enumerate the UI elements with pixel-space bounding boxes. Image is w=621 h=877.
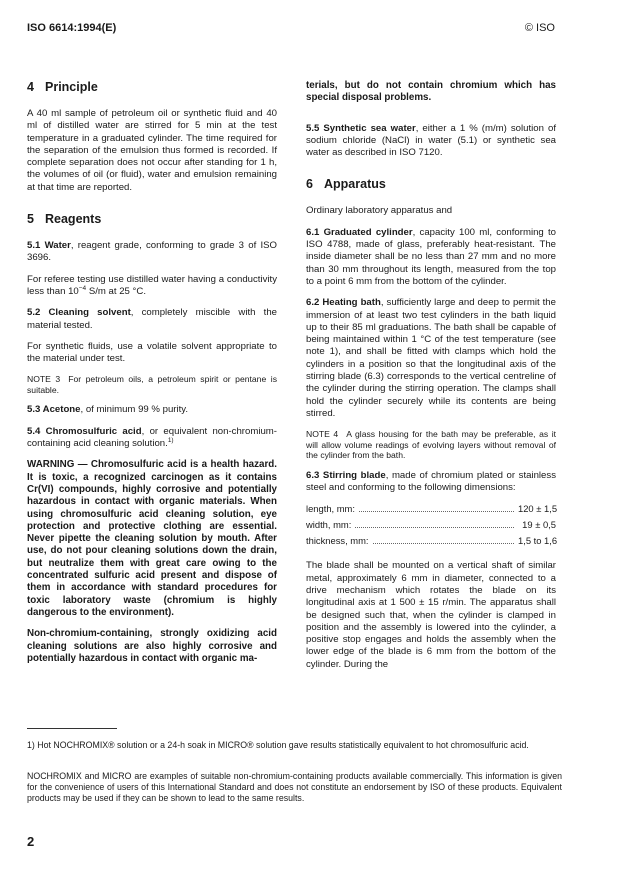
clause-6-1: 6.1 Graduated cylinder, capacity 100 ml, conforming to ISO 4788, made of glass, preferably heat-resistant. The inside diameter shall be no less than 27 mm and no more than 30 mm throughout its length, measured from the top to a point 6 mm from the bottom of the cylinder. — [306, 226, 557, 287]
clause-6-3: 6.3 Stirring blade, made of chromium plated or stainless steel and conforming to the following dimensions: — [306, 469, 556, 494]
copyright-mark: © ISO — [524, 22, 555, 34]
document-id: ISO 6614:1994(E) — [27, 22, 117, 34]
footnote-1: 1) Hot NOCHROMIX® solution or a 24-h soak in MICRO® solution gave results statistically equivalent to hot chromosulfuric acid. — [27, 740, 529, 750]
dimension-row: length, mm: 120 ± 1,5 — [306, 503, 558, 515]
clause-5-2-synthetic: For synthetic fluids, use a volatile solvent appropriate to the material under test. — [27, 340, 277, 365]
dimension-row: thickness, mm: 1,5 to 1,6 — [306, 535, 558, 547]
warning-chromosulfuric: WARNING — Chromosulfuric acid is a health hazard. It is toxic, a recognized carcinogen as it contains Cr(VI) compounds, highly corrosive and potentially hazardous in contact with organic materials. When using chromosulfuric acid cleaning solution, eye protection and protective clothing are essential. Never pipette the cleaning solution by mouth. After use, do not pour cleaning solutions down the drain, but neutralize them with great care owing to the concentrated sulfuric acid present and dispose of them in accordance with standard procedures for toxic laboratory waste (chromium is highly dangerous to the environment). — [27, 459, 277, 618]
section-4-heading: 4 Principle — [27, 80, 98, 94]
section-6-heading: 6 Apparatus — [306, 177, 386, 192]
clause-5-1: 5.1 Water, reagent grade, conforming to grade 3 of ISO 3696. — [27, 240, 277, 264]
clause-5-3: 5.3 Acetone, of minimum 99 % purity. — [27, 404, 189, 416]
note-3: NOTE 3 For petroleum oils, a petroleum spirit or pentane is suitable. — [27, 374, 277, 395]
page-number: 2 — [27, 834, 35, 849]
section-5-heading: 5 Reagents — [27, 212, 102, 227]
blade-dimensions — [306, 503, 556, 551]
section-4-text: A 40 ml sample of petroleum oil or synthetic fluid and 40 ml of distilled water are stirred for 5 min at the test temperature in a graduated cylinder. The time required for the separation of the emulsion thus formed is recorded. If complete separation does not occur after standing for 1 h, the volumes of oil (or fluid), water and emulsion remaining at that time are reported. — [27, 108, 277, 193]
section-6-text: Ordinary laboratory apparatus and — [306, 205, 453, 217]
warning-non-chromium: Non-chromium-containing, strongly oxidizing acid cleaning solutions are also highly corrosive and potentially hazardous in contact with organic ma- — [27, 628, 277, 664]
clause-6-2: 6.2 Heating bath, sufficiently large and deep to permit the immersion of at least two test cylinders in the bath liquid up to their 85 ml graduations. The bath shall be capable of being maintained within 1 °C of the test temperature (see note 1), and shall be fitted with clamps which hold the cylinders in a position so that the longitudinal axis of the stirring blade (6.3) corresponds to the vertical centreline of the cylinder during the stirring operation. The clamps shall hold the cylinder securely while its contents are being stirred. — [306, 297, 556, 419]
clause-6-3-mounting: The blade shall be mounted on a vertical shaft of similar metal, approximately 6 mm in diameter, connected to a drive mechanism which rotates the blade on its longitudinal axis at 1 500 ± 15 r/min. The apparatus shall be designed such that, when the cylinder is clamped in position and the assembly is lowered into the cylinder, a positive stop engages and holds the assembly when the lower edge of the blade is 6 mm from the bottom of the cylinder. During the — [306, 560, 556, 670]
left-column — [27, 80, 277, 674]
clause-5-2: 5.2 Cleaning solvent, completely miscible with the material tested. — [27, 307, 277, 331]
clause-5-1-referee: For referee testing use distilled water having a conductivity less than $10^{-4}$ S/m at 25 °C. — [27, 273, 277, 297]
footnote-disclaimer: NOCHROMIX and MICRO are examples of suitable non-chromium-containing products available commercially. This information is given for the convenience of users of this International Standard and does not constitute an endorsement by ISO of these products. Equivalent products may be used if they can be shown to lead to the same results. — [27, 771, 562, 803]
right-column — [306, 80, 556, 680]
warning-continued: terials, but do not contain chromium which has special disposal problems. — [306, 80, 556, 104]
clause-5-4: 5.4 Chromosulfuric acid, or equivalent non-chromium-containing acid cleaning solution.$^{1)}$ — [27, 425, 277, 450]
footnote-rule — [27, 728, 117, 729]
clause-5-5: 5.5 Synthetic sea water, either a 1 % (m/m) solution of sodium chloride (NaCl) in water (5.1) or synthetic sea water as described in ISO 7120. — [306, 122, 556, 159]
dimension-row: width, mm: 19 ± 0,5 — [306, 519, 556, 531]
note-4: NOTE 4 A glass housing for the bath may be preferable, as it will allow volume readings of evolving layers without removal of the cylinder from the bath. — [306, 429, 556, 461]
